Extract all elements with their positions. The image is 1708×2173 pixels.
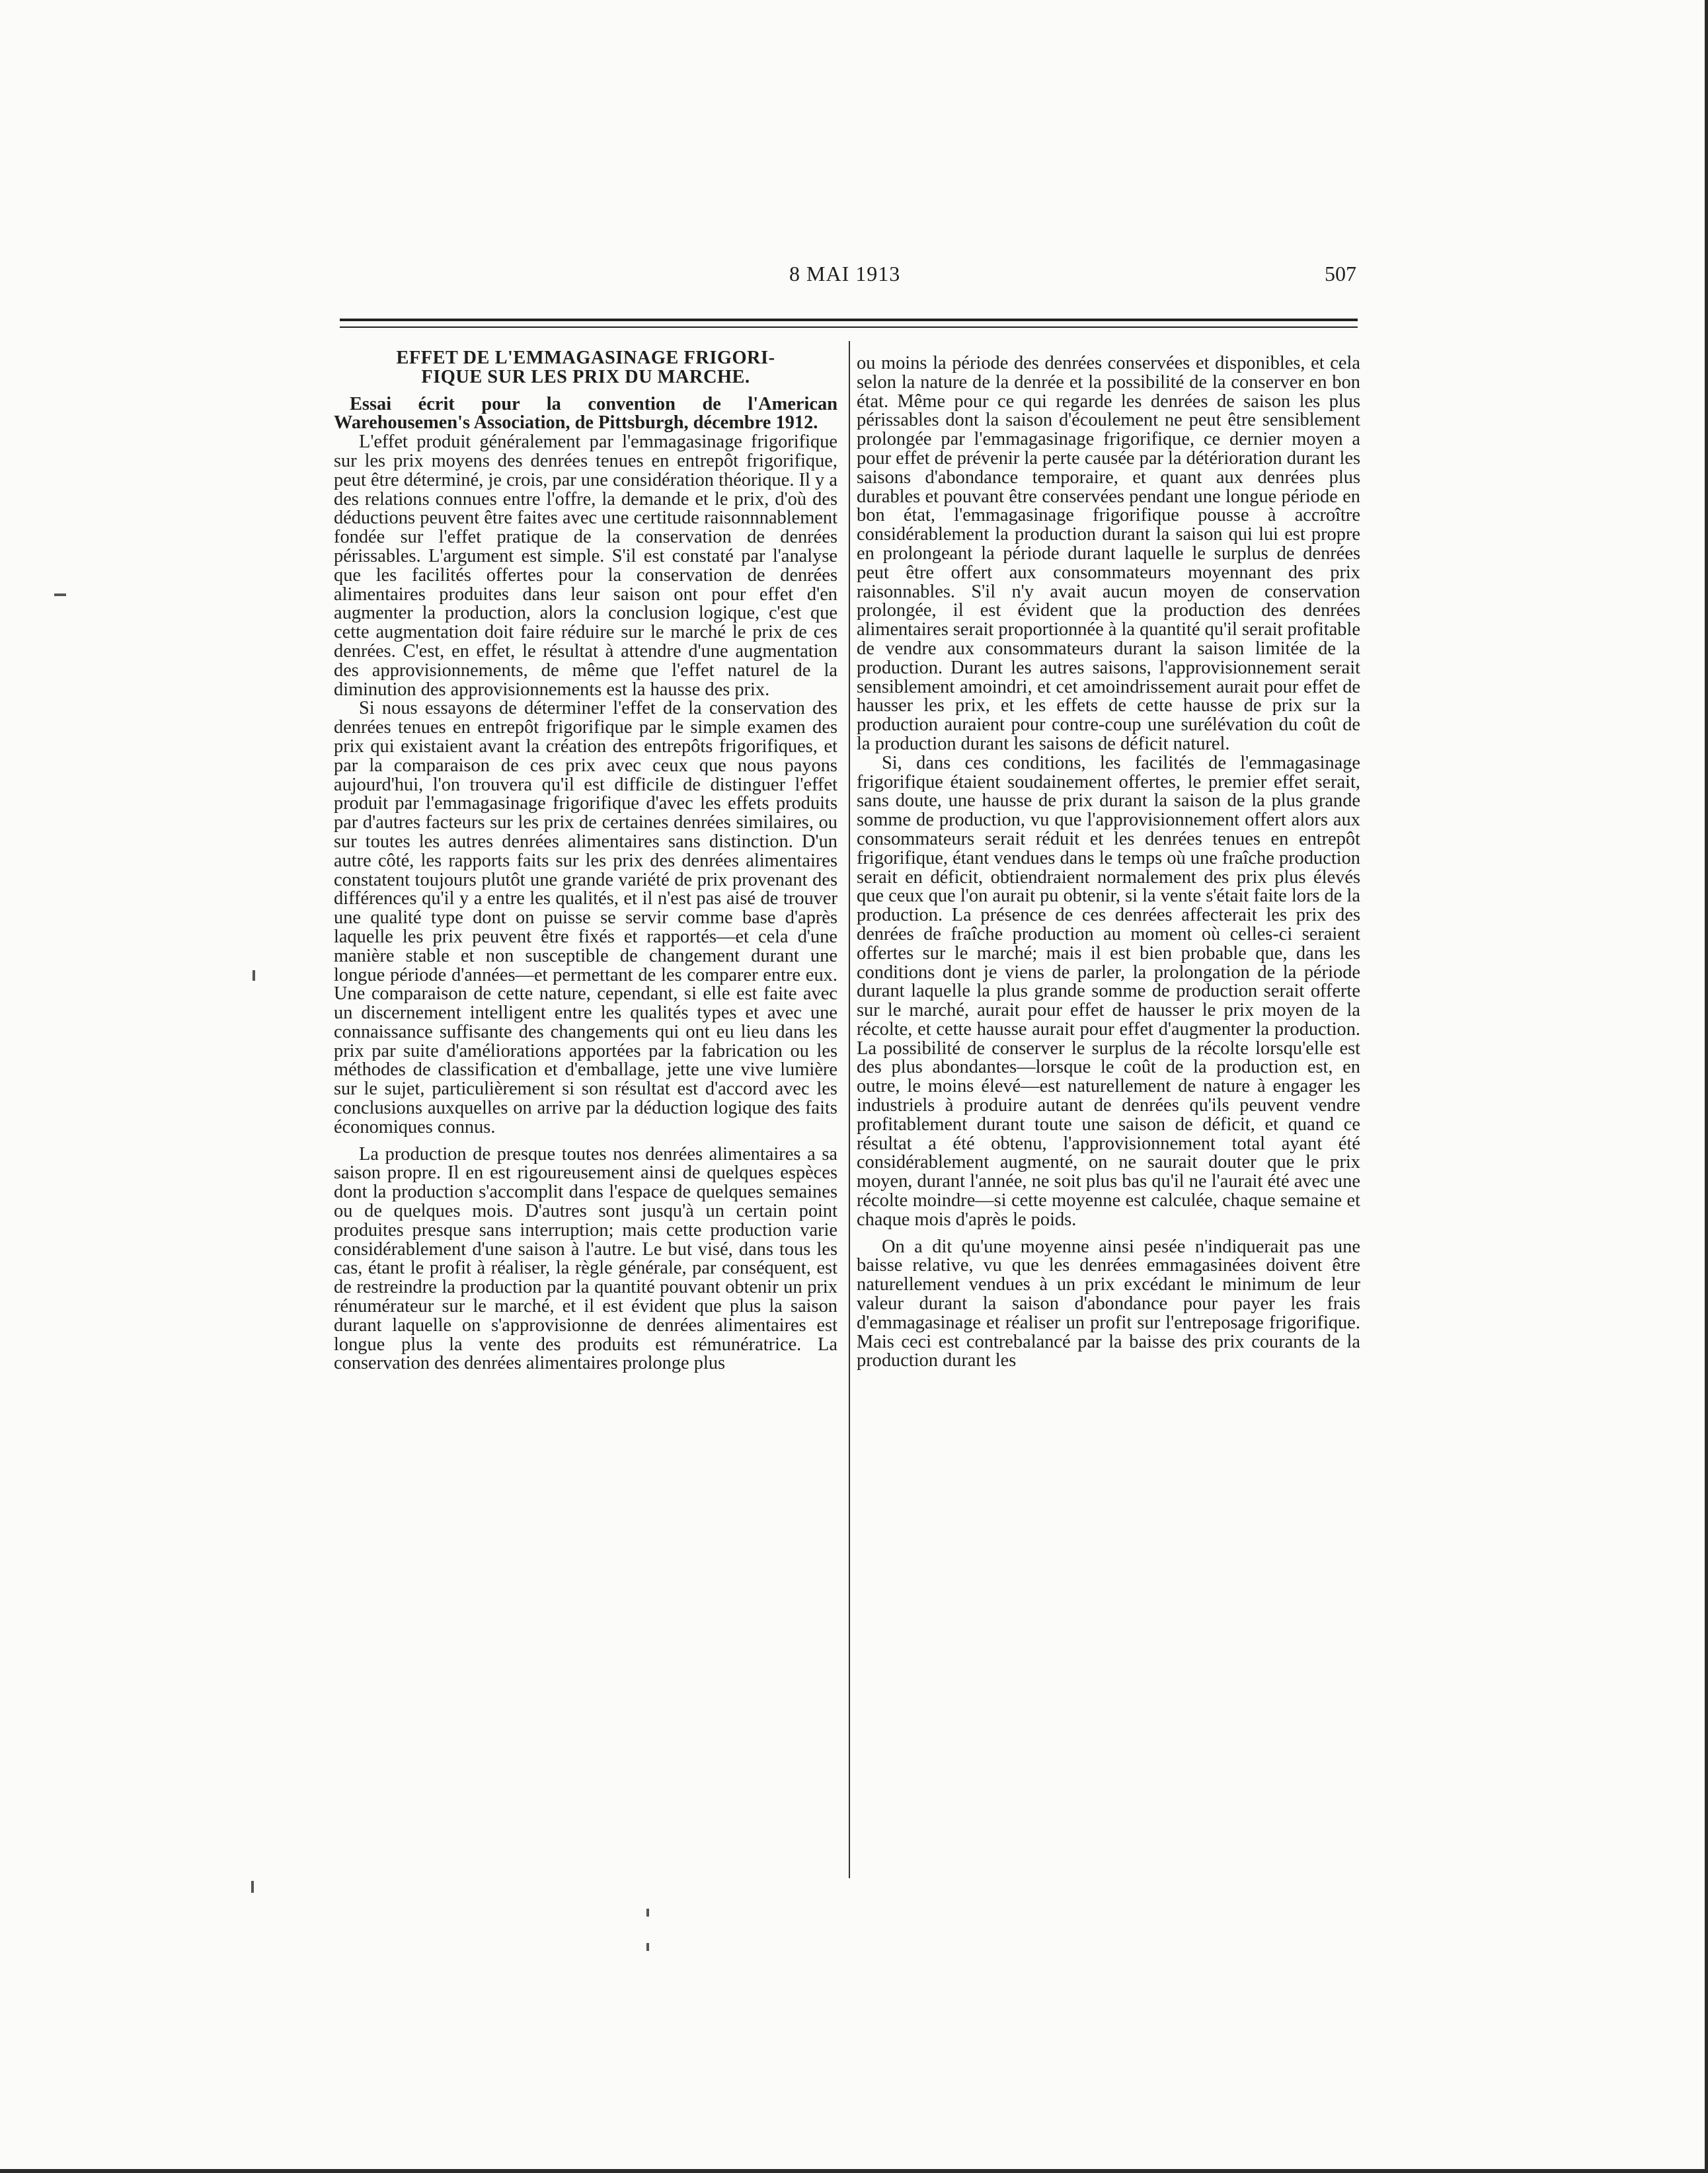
header-rule-thick	[340, 319, 1358, 321]
scan-speck	[646, 1909, 649, 1917]
column-divider	[849, 341, 850, 1878]
scan-edge-right	[1705, 0, 1708, 2173]
header-rule-thin	[340, 326, 1358, 328]
left-column	[334, 349, 837, 1373]
scan-speck	[252, 970, 255, 981]
paragraph: La production de presque toutes nos denrées alimentaires a sa saison propre. Il en est rigoureusement ainsi de quelques espèces dont la production s'accomplit dans l'espace de quelques semaines ou de quelques mois. D'autres sont jusqu'à un certain point produites presque sans interruption; mais cette production varie considérablement d'une saison à l'autre. Le but visé, dans tous les cas, étant le profit à réaliser, la règle générale, par conséquent, est de restreindre la production par la quantité pouvant obtenir un prix rénumérateur sur le marché, et il est évident que plus la saison durant laquelle on s'approvisionne de denrées alimentaires est longue plus la vente des produits est rémunératrice. La conservation des denrées alimentaires prolonge plus	[334, 1143, 837, 1374]
article-title: EFFET DE L'EMMAGASINAGE FRIGORI- FIQUE SUR LES PRIX DU MARCHE.	[396, 348, 775, 387]
paragraph: ou moins la période des denrées conservées et disponibles, et cela selon la nature de la denrée et la possibilité de la conserver en bon état. Même pour ce qui regarde les denrées de saison les plus périssables dont la saison d'écoulement ne peut être sensiblement prolongée par l'emmagasinage frigorifique, ce dernier moyen a pour effet de prévenir la perte causée par la détérioration durant les saisons d'abondance temporaire, et quant aux denrées plus durables et pouvant être conservées pendant une longue période en bon état, l'emmagasinage frigorifique pousse à accroître considérablement la production durant la saison qui lui est propre en prolongeant la période durant laquelle le surplus de denrées peut être offert aux consommateurs moyennant des prix raisonnables. S'il n'y avait aucun moyen de conservation prolongée, il est évident que la production des denrées alimentaires serait proportionnée à la quantité qu'il serait profitable de vendre aux consommateurs durant la saison limitée de la production. Durant les autres saisons, l'approvisionnement serait sensiblement amoindri, et cet amoindrissement aurait pour effet de hausser les prix, et les effets de cette hausse de prix sur la production auraient pour contre-coup une surélévation du coût de la production durant les saisons de déficit naturel.	[857, 353, 1360, 754]
right-column	[857, 354, 1360, 1371]
page-header	[340, 262, 1358, 295]
scan-edge-bottom	[0, 2169, 1708, 2173]
scan-speck	[646, 1943, 649, 1951]
running-date: 8 MAI 1913	[789, 262, 901, 286]
paragraph: Si nous essayons de déterminer l'effet de la conservation des denrées tenues en entrepôt frigorifique par le simple examen des prix qui existaient avant la création des entrepôts frigorifiques, et par la comparaison de ces prix avec ceux que nous payons aujourd'hui, l'on trouvera qu'il est difficile de distinguer l'effet produit par l'emmagasinage frigorifique d'avec les effets produits par d'autres facteurs sur les prix de certaines denrées similaires, ou sur toutes les autres denrées alimentaires sans distinction. D'un autre côté, les rapports faits sur les prix des denrées alimentaires constatent toujours plutôt une grande variété de prix provenant des différences qu'il y a entre les qualités, et il n'est pas aisé de trouver une qualité type dont on puisse se servir comme base d'après laquelle les prix peuvent être fixés et rapportés—et cela d'une manière stable et non susceptible de changement durant une longue période d'années—et permettant de les comparer entre eux. Une comparaison de cette nature, cependant, si elle est faite avec un discernement intelligent entre les qualités types et avec une connaissance suffisante des changements qui ont eu lieu dans les prix par suite d'améliorations apportées par la fabrication ou les méthodes de classification et d'emballage, jette une vive lumière sur le sujet, particulièrement si son résultat est d'accord avec les conclusions auxquelles on arrive par la déduction logique des faits économiques connus.	[334, 698, 837, 1137]
paragraph: Si, dans ces conditions, les facilités de l'emmagasinage frigorifique étaient soudainement offertes, le premier effet serait, sans doute, une hausse de prix durant la saison de la plus grande somme de production, vu que l'approvisionnement offert alors aux consommateurs serait réduit et les denrées tenues en entrepôt frigorifique, étant vendues dans le temps où une fraîche production serait en déficit, obtiendraient normalement des prix plus élevés que ceux que l'on aurait pu obtenir, si la vente s'était faite lors de la production. La présence de ces denrées affecterait les prix des denrées de fraîche production au moment où celles-ci seraient offertes sur le marché; mais il est bien probable que, dans les conditions dont je viens de parler, la prolongation de la période durant laquelle la plus grande somme de production serait offerte sur le marché, aurait pour effet de hausser le prix moyen de la récolte, et cette hausse aurait pour effet d'augmenter la production. La possibilité de conserver le surplus de la récolte lorsqu'elle est des plus abondantes—lorsque le coût de la production est, en outre, le moins élevé—est naturellement de nature à engager les industriels à produire autant de denrées qu'ils peuvent vendre profitablement durant toute une saison de déficit, et quand ce résultat a été obtenu, l'approvisionnement total ayant été considérablement augmenté, on ne saurait douter que le prix moyen, durant l'année, ne soit plus bas qu'il ne l'aurait été avec une récolte moindre—si cette moyenne est calculée, chaque semaine et chaque mois d'après le poids.	[857, 752, 1360, 1230]
page-number: 507	[1325, 262, 1356, 286]
scan-speck	[251, 1881, 254, 1893]
paragraph: On a dit qu'une moyenne ainsi pesée n'indiquerait pas une baisse relative, vu que les denrées emmagasinées doivent être naturellement vendues à un prix excédant le minimum de leur valeur durant la saison d'abondance pour payer les frais d'emmagasinage et réaliser un profit sur l'entreposage frigorifique. Mais ceci est contrebalancé par la baisse des prix courants de la production durant les	[857, 1236, 1360, 1371]
article-subtitle: Essai écrit pour la convention de l'American Warehousemen's Association, de Pittsburgh, décembre 1912.	[334, 393, 837, 434]
paragraph: L'effet produit généralement par l'emmagasinage frigorifique sur les prix moyens des denrées tenues en entrepôt frigorifique, peut être déterminé, je crois, par une considération théorique. Il y a des relations connues entre l'offre, la demande et le prix, d'où des déductions peuvent être faites avec une certitude raisonnnablement fondée sur l'effet pratique de la conservation de denrées périssables. L'argument est simple. S'il est constaté par l'analyse que les facilités offertes pour la conservation de denrées alimentaires produites dans leur saison ont pour effet d'en augmenter la production, alors la conclusion logique, c'est que cette augmentation doit faire réduire sur le marché le prix de ces denrées. C'est, en effet, le résultat à attendre d'une augmentation des approvisionnements, de même que l'effet naturel de la diminution des approvisionnements est la hausse des prix.	[334, 432, 837, 700]
scan-speck	[54, 593, 66, 596]
